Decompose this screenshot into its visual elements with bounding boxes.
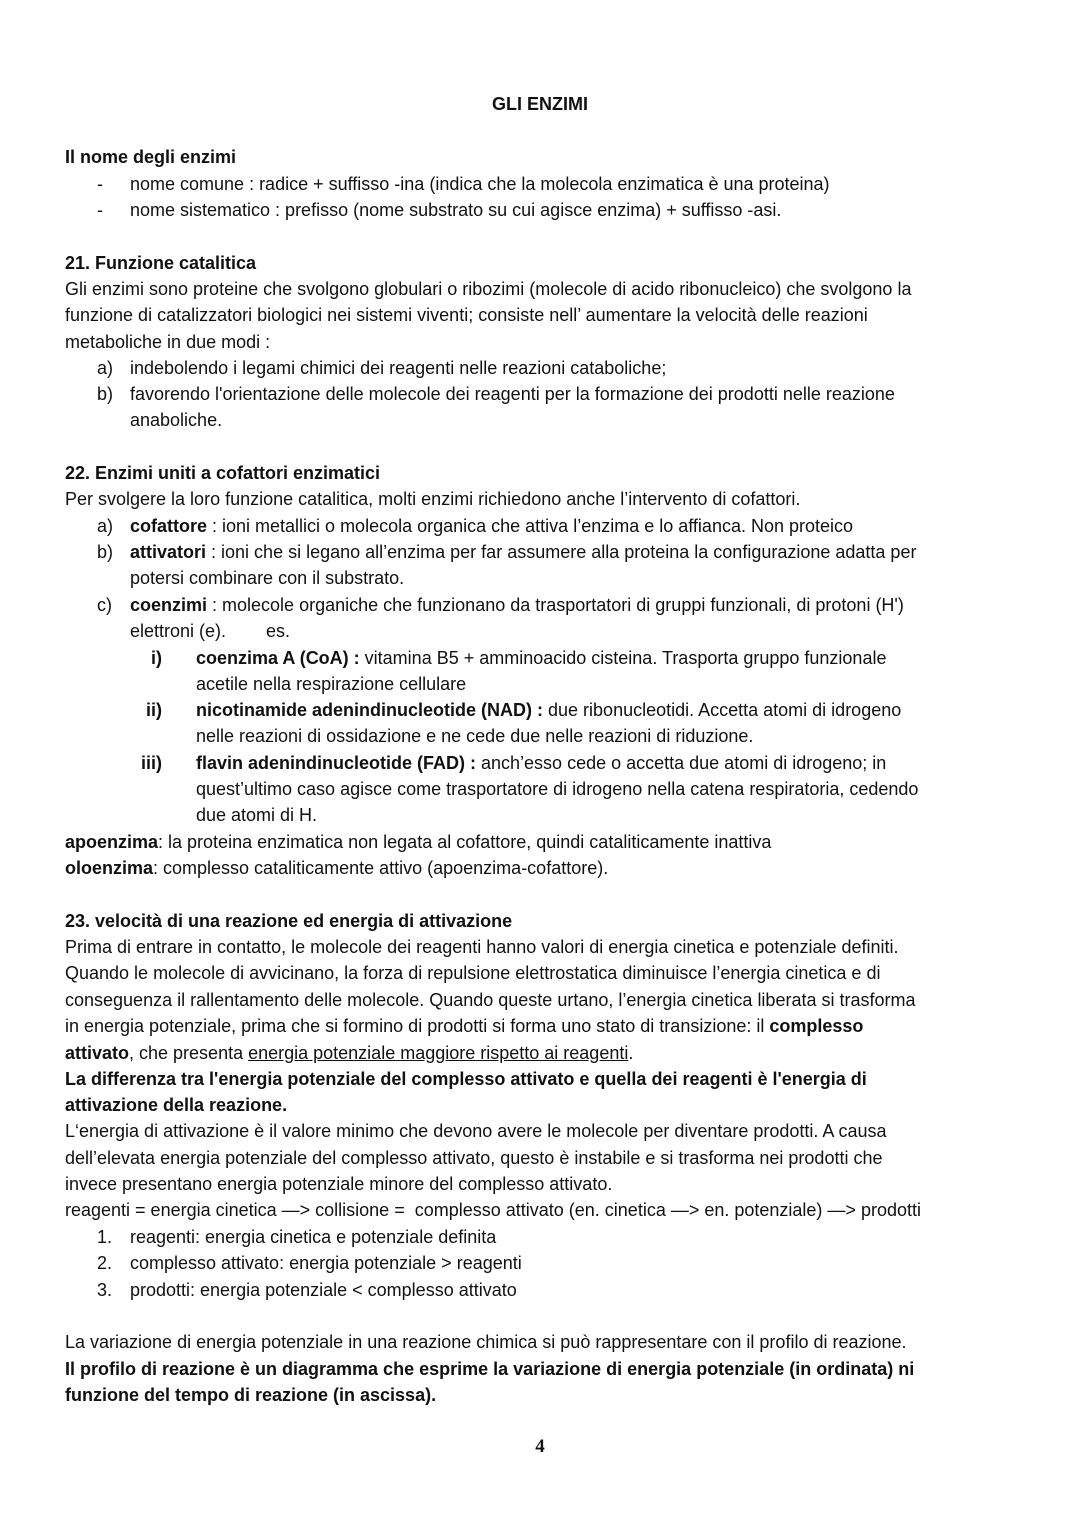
term-description: anch’esso cede o accetta due atomi di idrogeno; in [476, 753, 887, 773]
term-description: : molecole organiche che funzionano da trasportatori di gruppi funzionali, di protoni (H') [207, 595, 904, 615]
bold-final-line: Il profilo di reazione è un diagramma che esprime la variazione di energia potenziale (in ordinata) ni [65, 1359, 915, 1379]
list-item-continuation: potersi combinare con il substrato. [130, 568, 405, 588]
paragraph-line: invece presentano energia potenziale minore del complesso attivato. [65, 1174, 613, 1194]
page-number: 4 [535, 1436, 545, 1457]
bold-term: attivato [65, 1043, 130, 1063]
heading-section-22: 22. Enzimi uniti a cofattori enzimatici [65, 463, 381, 483]
text-run: in energia potenziale, prima che si formino di prodotti si forma uno stato di transizione: il [65, 1016, 770, 1036]
term: flavin adenindinucleotide (FAD) : [196, 753, 477, 773]
term: apoenzima [65, 832, 159, 852]
roman-marker: i) [151, 648, 162, 668]
term: coenzima A (CoA) : [196, 648, 360, 668]
list-marker: c) [97, 595, 112, 615]
paragraph-line: dell’elevata energia potenziale del complesso attivato, questo è instabile e si trasforma nei prodotti che [65, 1148, 883, 1168]
paragraph-line: Prima di entrare in contatto, le molecole dei reagenti hanno valori di energia cinetica e potenziale definiti. [65, 937, 899, 957]
paragraph-line: Quando le molecole di avvicinano, la forza di repulsione elettrostatica diminuisce l’energia cinetica e di [65, 963, 881, 983]
sub-list-item-continuation: nelle reazioni di ossidazione e ne cede due nelle reazioni di riduzione. [196, 726, 754, 746]
term-description: vitamina B5 + amminoacido cisteina. Trasporta gruppo funzionale [359, 648, 887, 668]
roman-marker: iii) [141, 753, 162, 773]
list-item [130, 592, 904, 618]
bold-definition-line: La differenza tra l'energia potenziale del complesso attivato e quella dei reagenti è l'energia di [65, 1069, 867, 1089]
paragraph-line: funzione di catalizzatori biologici nei sistemi viventi; consiste nell’ aumentare la velocità delle reazioni [65, 305, 868, 325]
bold-final-line: funzione del tempo di reazione (in ascissa). [65, 1385, 437, 1405]
paragraph-line: Per svolgere la loro funzione catalitica, molti enzimi richiedono anche l’intervento di cofattori. [65, 489, 801, 509]
bold-term: complesso [769, 1016, 864, 1036]
list-marker: 1. [97, 1227, 113, 1247]
bold-definition-line: attivazione della reazione. [65, 1095, 288, 1115]
paragraph-line: La variazione di energia potenziale in una reazione chimica si può rappresentare con il profilo di reazione. [65, 1332, 907, 1352]
sub-list-item-continuation: acetile nella respirazione cellulare [196, 674, 467, 694]
roman-marker: ii) [146, 700, 162, 720]
sub-list-item [196, 645, 886, 671]
paragraph-line: conseguenza il rallentamento delle molecole. Quando queste urtano, l’energia cinetica liberata si trasforma [65, 990, 916, 1010]
list-marker: - [97, 200, 103, 220]
sub-list-item [196, 750, 886, 776]
list-marker: - [97, 174, 103, 194]
paragraph-line [65, 1040, 633, 1066]
list-item: reagenti: energia cinetica e potenziale definita [130, 1227, 497, 1247]
list-item-continuation: elettroni (e). es. [130, 621, 291, 641]
term: coenzimi [130, 595, 208, 615]
term-description: : complesso cataliticamente attivo (apoenzima-cofattore). [153, 858, 609, 878]
list-marker: b) [97, 384, 114, 404]
term-description: due ribonucleotidi. Accetta atomi di idrogeno [543, 700, 902, 720]
heading-section-21: 21. Funzione catalitica [65, 253, 257, 273]
term: cofattore [130, 516, 208, 536]
underlined-text: energia potenziale maggiore rispetto ai reagenti [248, 1043, 629, 1063]
reaction-scheme: reagenti = energia cinetica —> collisione = complesso attivato (en. cinetica —> en. potenziale) —> prodotti [65, 1200, 921, 1220]
paragraph-line: Gli enzimi sono proteine che svolgono globulari o ribozimi (molecole di acido ribonucleico) che svolgono la [65, 279, 912, 299]
term: oloenzima [65, 858, 154, 878]
list-item: complesso attivato: energia potenziale > reagenti [130, 1253, 522, 1273]
sub-list-item [196, 697, 901, 723]
paragraph-line: metaboliche in due modi : [65, 332, 271, 352]
list-marker: b) [97, 542, 114, 562]
definition-apoenzima [65, 829, 771, 855]
list-item [130, 539, 916, 565]
sub-list-item-continuation: due atomi di H. [196, 805, 318, 825]
page-title: GLI ENZIMI [492, 94, 588, 114]
definition-oloenzima [65, 855, 608, 881]
paragraph-line: L‘energia di attivazione è il valore minimo che devono avere le molecole per diventare prodotti. A causa [65, 1121, 887, 1141]
text-run: . [628, 1043, 634, 1063]
sub-list-item-continuation: quest’ultimo caso agisce come trasportatore di idrogeno nella catena respiratoria, cedendo [196, 779, 919, 799]
list-item: nome sistematico : prefisso (nome substrato su cui agisce enzima) + suffisso -asi. [130, 200, 782, 220]
list-marker: a) [97, 516, 114, 536]
term-description: : la proteina enzimatica non legata al cofattore, quindi cataliticamente inattiva [158, 832, 772, 852]
list-item: indebolendo i legami chimici dei reagenti nelle reazioni cataboliche; [130, 358, 667, 378]
term-description: : ioni che si legano all’enzima per far assumere alla proteina la configurazione adatta per [206, 542, 917, 562]
text-run: , che presenta [129, 1043, 249, 1063]
term: attivatori [130, 542, 207, 562]
list-item: prodotti: energia potenziale < complesso attivato [130, 1280, 517, 1300]
list-item-continuation: anaboliche. [130, 410, 223, 430]
list-item [130, 513, 853, 539]
heading-section-23: 23. velocità di una reazione ed energia di attivazione [65, 911, 513, 931]
list-marker: a) [97, 358, 114, 378]
list-item: favorendo l'orientazione delle molecole dei reagenti per la formazione dei prodotti nelle reazione [130, 384, 895, 404]
paragraph-line [65, 1013, 863, 1039]
term-description: : ioni metallici o molecola organica che attiva l’enzima e lo affianca. Non proteico [207, 516, 854, 536]
list-marker: 2. [97, 1253, 113, 1273]
heading-enzyme-names: Il nome degli enzimi [65, 147, 237, 167]
list-item: nome comune : radice + suffisso -ina (indica che la molecola enzimatica è una proteina) [130, 174, 830, 194]
list-marker: 3. [97, 1280, 113, 1300]
term: nicotinamide adenindinucleotide (NAD) : [196, 700, 544, 720]
